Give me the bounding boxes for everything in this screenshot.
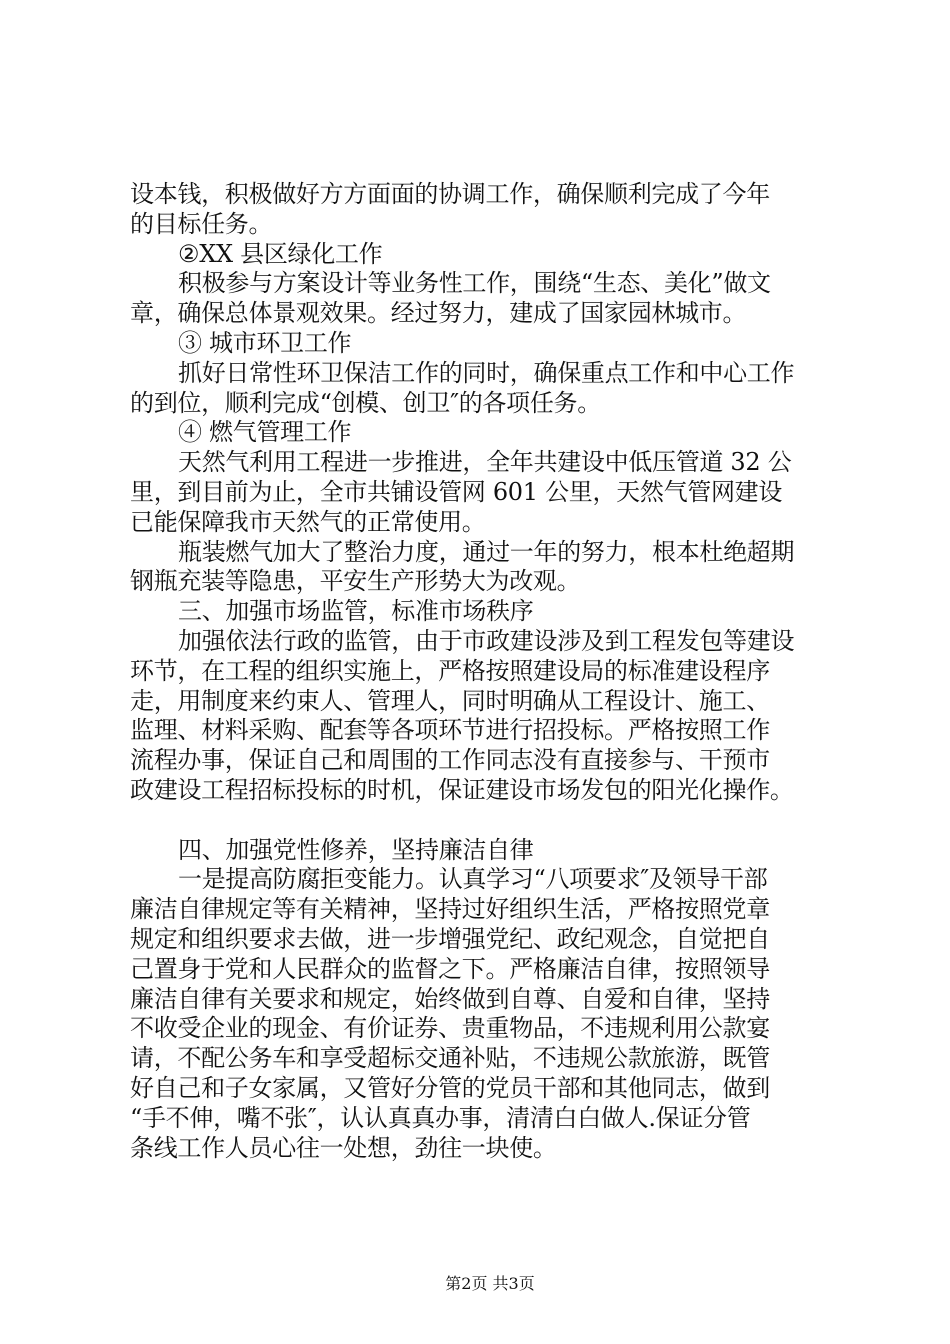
text-line: 一是提高防腐拒变能力。认真学习“八项要求″及领导干部 (178, 865, 768, 894)
text-line: ④ 燃气管理工作 (178, 418, 352, 447)
text-line: 的目标任务。 (130, 209, 273, 238)
text-line: 加强依法行政的监管，由于市政建设涉及到工程发包等建设 (178, 626, 795, 655)
text-line: 的到位，顺利完成“创模、创卫″的各项任务。 (130, 388, 601, 417)
text-line: 环节，在工程的组织实施上，严格按照建设局的标准建设程序 (130, 656, 770, 685)
text-line: 己置身于党和人民群众的监督之下。严格廉洁自律，按照领导 (130, 954, 770, 983)
text-line: 已能保障我市天然气的正常使用。 (130, 507, 486, 536)
page-footer: 第2页 共3页 (445, 1274, 535, 1293)
text-line: 走，用制度来约束人、管理人，同时明确从工程设计、施工、 (130, 686, 770, 715)
text-line: ②XX 县区绿化工作 (178, 239, 383, 268)
text-line: 条线工作人员心往一处想，劲往一块使。 (130, 1133, 557, 1162)
text-line: 四、加强党性修养，坚持廉洁自律 (178, 835, 534, 864)
text-line: 钢瓶充装等隐患，平安生产形势大为改观。 (130, 567, 581, 596)
text-line: 廉洁自律规定等有关精神，坚持过好组织生活，严格按照党章 (130, 895, 770, 924)
text-line: 规定和组织要求去做，进一步增强党纪、政纪观念，自觉把自 (130, 924, 770, 953)
document-body (130, 180, 850, 1163)
text-line: 三、加强市场监管，标准市场秩序 (178, 597, 534, 626)
text-line: “手不伸，嘴不张″，认认真真办事，清清白白做人.保证分管 (130, 1103, 751, 1132)
text-line: 里，到目前为止，全市共铺设管网 601 公里，天然气管网建设 (130, 477, 783, 506)
text-line: 章，确保总体景观效果。经过努力，建成了国家园林城市。 (130, 299, 747, 328)
text-line: 天然气利用工程进一步推进，全年共建设中低压管道 32 公 (178, 448, 792, 477)
text-line: 积极参与方案设计等业务性工作，围绕“生态、美化”做文 (178, 269, 771, 298)
text-line: 设本钱，积极做好方方面面的协调工作，确保顺利完成了今年 (130, 180, 770, 208)
text-line: 政建设工程招标投标的时机，保证建设市场发包的阳光化操作。 (130, 775, 794, 804)
text-line: 流程办事，保证自己和周围的工作同志没有直接参与、干预市 (130, 746, 770, 775)
text-line: 不收受企业的现金、有价证券、贵重物品，不违规利用公款宴 (130, 1014, 770, 1043)
text-line: 监理、材料采购、配套等各项环节进行招投标。严格按照工作 (130, 716, 770, 745)
blank-line (130, 806, 850, 836)
text-line: 好自己和子女家属，又管好分管的党员干部和其他同志，做到 (130, 1073, 770, 1102)
text-line: 瓶装燃气加大了整治力度，通过一年的努力，根本杜绝超期 (178, 537, 795, 566)
text-line: 抓好日常性环卫保洁工作的同时，确保重点工作和中心工作 (178, 358, 795, 387)
text-line: 请，不配公务车和享受超标交通补贴，不违规公款旅游，既管 (130, 1044, 770, 1073)
text-line: 廉洁自律有关要求和规定，始终做到自尊、自爱和自律，坚持 (130, 984, 770, 1013)
text-line: ③ 城市环卫工作 (178, 328, 352, 357)
